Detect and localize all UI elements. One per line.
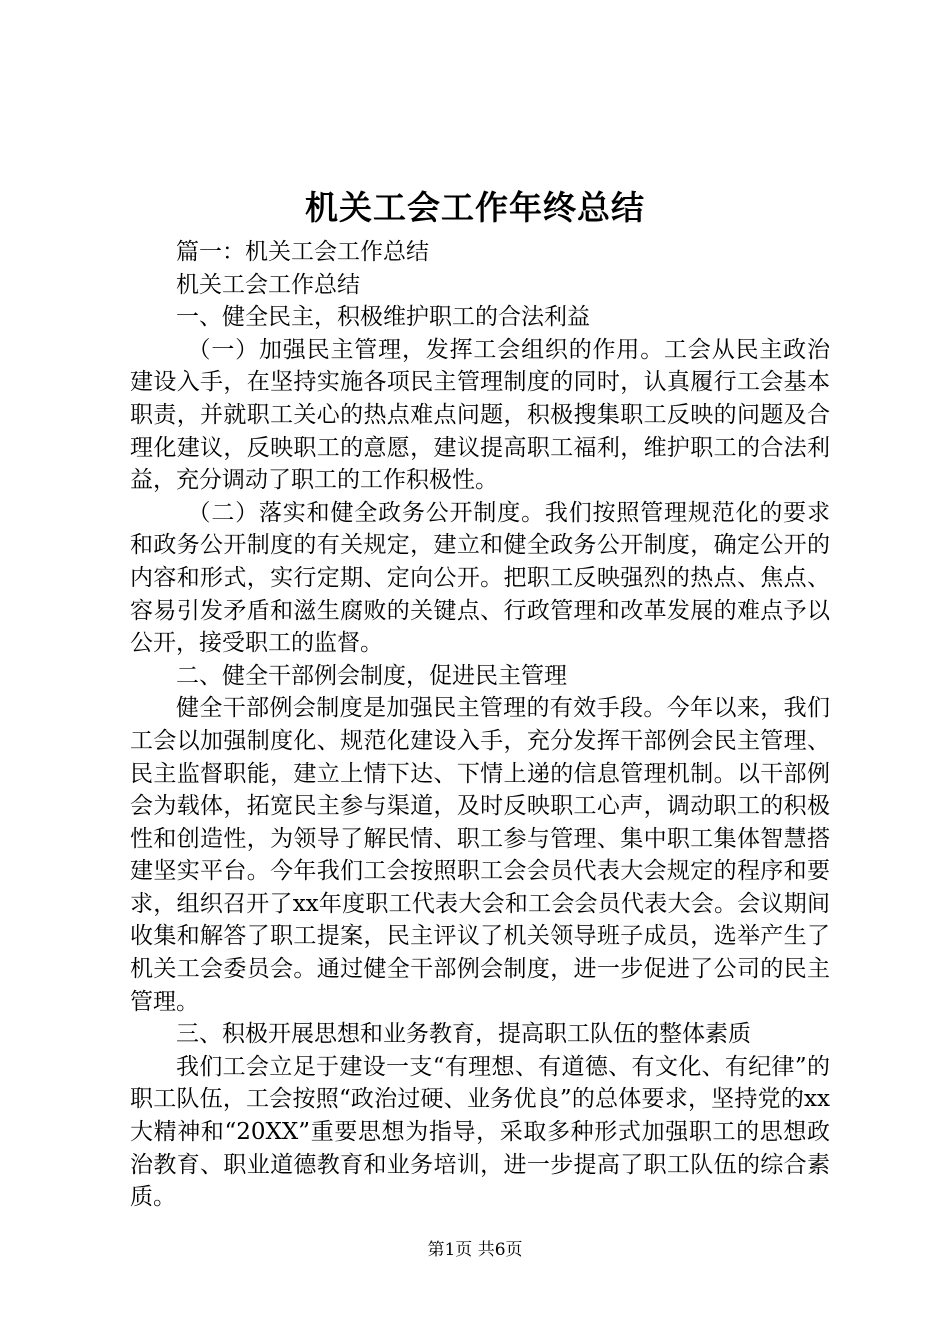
- subtitle: 机关工会工作总结: [176, 271, 360, 298]
- section-heading: 二、健全干部例会制度，促进民主管理: [176, 662, 567, 689]
- paragraph: （二）落实和健全政务公开制度。我们按照管理规范化的要求和政务公开制度的有关规定，建立和健全政务公开制度，确定公开的内容和形式，实行定期、定向公开。把职工反映强烈的热点、焦点、容易引发矛盾和滋生腐败的关键点、行政管理和改革发展的难点予以公开，接受职工的监督。: [130, 499, 830, 657]
- section-heading: 篇一：机关工会工作总结: [176, 239, 429, 265]
- page-indicator: 第1页 共6页: [427, 1240, 523, 1260]
- section-heading: 一、健全民主，积极维护职工的合法利益: [176, 304, 590, 331]
- section-heading: 三、积极开展思想和业务教育，提高职工队伍的整体素质: [176, 1021, 751, 1048]
- paragraph: 我们工会立足于建设一支“有理想、有道德、有文化、有纪律”的职工队伍，工会按照“政治过硬、业务优良”的总体要求，坚持党的xx大精神和“20XX”重要思想为指导，采取多种形式加强职工的思想政治教育、职业道德教育和业务培训，进一步提高了职工队伍的综合素质。: [130, 1053, 830, 1211]
- document-body: [130, 236, 830, 1214]
- document-title: 机关工会工作年终总结: [305, 188, 645, 227]
- paragraph: 健全干部例会制度是加强民主管理的有效手段。今年以来，我们工会以加强制度化、规范化建设入手，充分发挥干部例会民主管理、民主监督职能，建立上情下达、下情上递的信息管理机制。以干部例会为载体，拓宽民主参与渠道，及时反映职工心声，调动职工的积极性和创造性，为领导了解民情、职工参与管理、集中职工集体智慧搭建坚实平台。今年我们工会按照职工会会员代表大会规定的程序和要求，组织召开了xx年度职工代表大会和工会会员代表大会。会议期间收集和解答了职工提案，民主评议了机关领导班子成员，选举产生了机关工会委员会。通过健全干部例会制度，进一步促进了公司的民主管理。: [130, 695, 830, 1015]
- paragraph: （一）加强民主管理，发挥工会组织的作用。工会从民主政治建设入手，在坚持实施各项民主管理制度的同时，认真履行工会基本职责，并就职工关心的热点难点问题，积极搜集职工反映的问题及合理化建议，反映职工的意愿，建议提高职工福利，维护职工的合法利益，充分调动了职工的工作积极性。: [130, 336, 830, 494]
